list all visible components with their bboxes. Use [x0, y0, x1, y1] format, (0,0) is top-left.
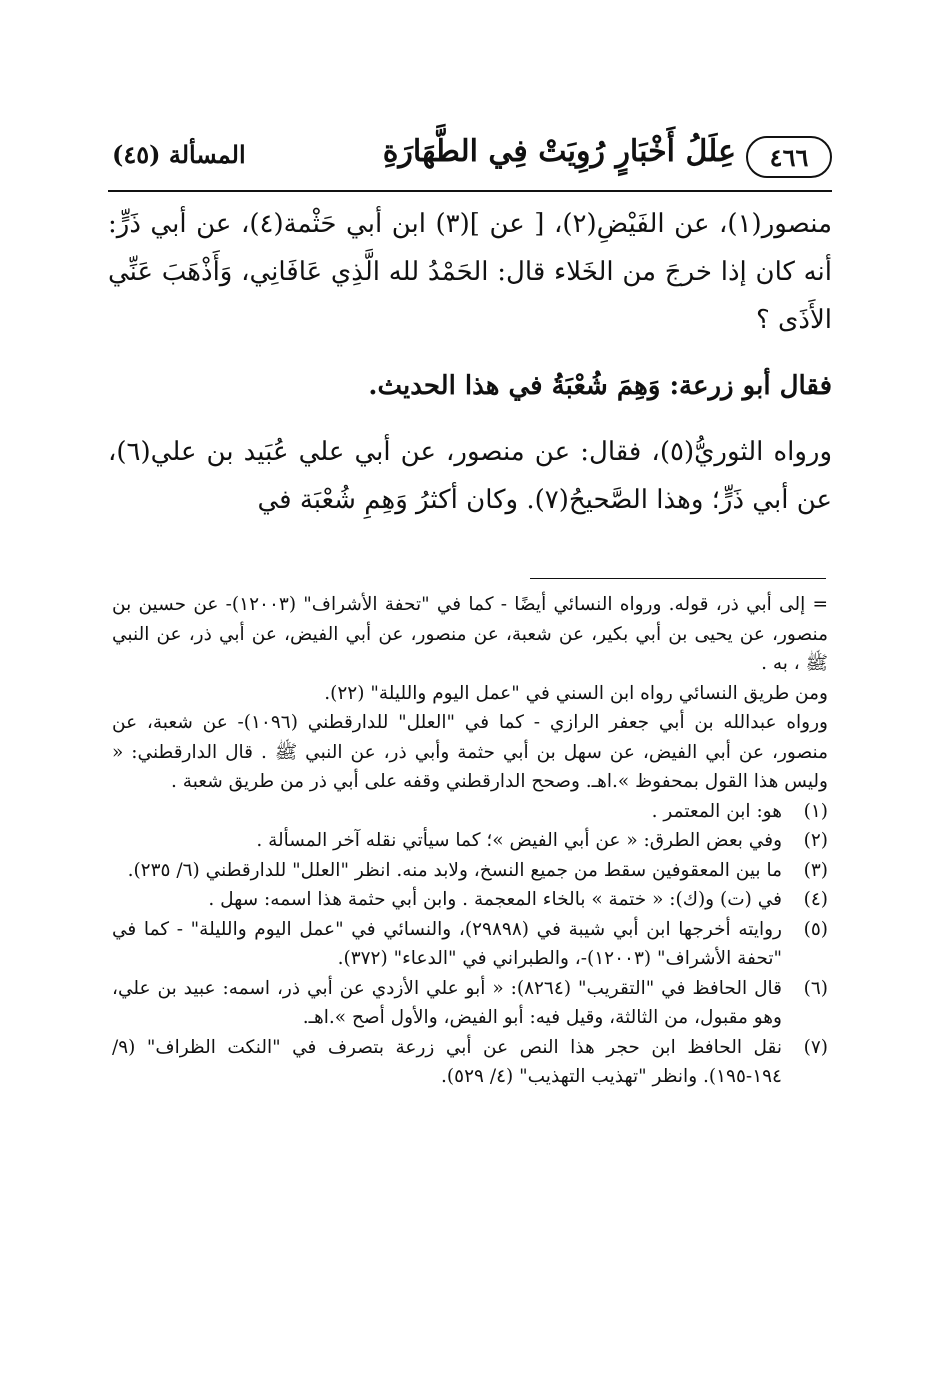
book-title: عِلَلُ أَخْبَارٍ رُوِيَتْ فِي الطَّهَارَةِ — [382, 134, 736, 169]
footnote-item — [112, 856, 828, 886]
footnote-number: (٥) — [803, 918, 828, 940]
main-text — [108, 200, 832, 524]
running-header — [108, 132, 832, 182]
footnote-continuation: ورواه عبدالله بن أبي جعفر الرازي - كما في "العلل" للدارقطني (١٠٩٦)- عن شعبة، عن منصور، عن أبي الفيض، عن سهل بن أبي حثمة وأبي ذر، عن النبي ﷺ . قال الدارقطني: « وليس هذا القول بمحفوظ ».اهـ. وصحح الدارقطني وقفه على أبي ذر من طريق شعبة . — [112, 712, 828, 792]
page-number: ٤٦٦ — [769, 142, 809, 172]
footnote-item — [112, 974, 828, 1033]
footnote-item — [112, 915, 828, 974]
header-divider — [108, 190, 832, 192]
footnote-text: في (ت) و(ك): « ختمة » بالخاء المعجمة . وابن أبي حثمة هذا اسمه: سهل . — [208, 889, 782, 910]
footnotes-section — [112, 590, 828, 1092]
page-number-badge — [746, 136, 832, 178]
main-paragraph: فقال أبو زرعة: وَهِمَ شُعْبَةُ في هذا الحديث. — [368, 371, 832, 401]
footnote-continuation: ومن طريق النسائي رواه ابن السني في "عمل اليوم والليلة" (٢٢). — [324, 682, 828, 704]
footnote-item — [112, 826, 828, 856]
footnote-number: (٢) — [803, 830, 828, 851]
footnote-text: نقل الحافظ ابن حجر هذا النص عن أبي زرعة بتصرف في "النكت الظراف" (٩/ ١٩٤-١٩٥). وانظر "تهذيب التهذيب" (٤/ ٥٢٩). — [112, 1036, 782, 1087]
footnote-text: روايته أخرجها ابن أبي شيبة في (٢٩٨٩٨)، والنسائي في "عمل اليوم والليلة" - كما في "تحفة الأشراف" (١٢٠٠٣)-، والطبراني في "الدعاء" (٣٧٢). — [112, 918, 782, 969]
issue-label: المسألة (٤٥) — [112, 140, 246, 169]
footnote-text: هو: ابن المعتمر . — [651, 800, 782, 822]
footnote-text: ما بين المعقوفين سقط من جميع النسخ، ولابد منه. انظر "العلل" للدارقطني (٦/ ٢٣٥). — [127, 859, 782, 881]
footnote-number: (٦) — [803, 977, 828, 999]
footnote-number: (٣) — [803, 859, 828, 881]
footnote-number: (٧) — [803, 1036, 828, 1058]
main-paragraph: ورواه الثوريُّ(٥)، فقال: عن منصور، عن أبي علي عُبَيد بن علي(٦)، عن أبي ذَرٍّ؛ وهذا الصَّحيحُ(٧). وكان أكثرُ وَهِمِ شُعْبَة في — [108, 437, 833, 515]
footnote-number: (١) — [803, 800, 828, 822]
main-paragraph: منصور(١)، عن الفَيْضِ(٢)، [ عن ](٣) ابن أبي حَثْمة(٤)، عن أبي ذَرٍّ: أنه كان إذا خرجَ من الخَلاء قال: الحَمْدُ لله الَّذِي عَافَانِي، وَأَذْهَبَ عَنِّي الأَذَى ؟ — [108, 209, 832, 335]
footnote-item — [112, 1033, 828, 1092]
footnote-text: قال الحافظ في "التقريب" (٨٢٦٤): « أبو علي الأزدي عن أبي ذر، اسمه: عبيد بن علي، وهو مقبول، من الثالثة، وقيل فيه: أبو الفيض، والأول أصح ».اهـ. — [112, 977, 782, 1028]
footnote-item — [112, 885, 828, 915]
footnote-item — [112, 797, 828, 827]
footnote-number: (٤) — [803, 889, 828, 910]
footnote-divider — [530, 578, 826, 579]
footnote-text: وفي بعض الطرق: « عن أبي الفيض »؛ كما سيأتي نقله آخر المسألة . — [256, 830, 782, 851]
footnote-continuation: = إلى أبي ذر، قوله. ورواه النسائي أيضًا - كما في "تحفة الأشراف" (١٢٠٠٣)- عن حسين بن منصور، عن يحيى بن أبي بكير، عن شعبة، عن منصور، عن أبي الفيض، عن أبي ذر، عن النبي ﷺ ، به . — [112, 594, 828, 674]
